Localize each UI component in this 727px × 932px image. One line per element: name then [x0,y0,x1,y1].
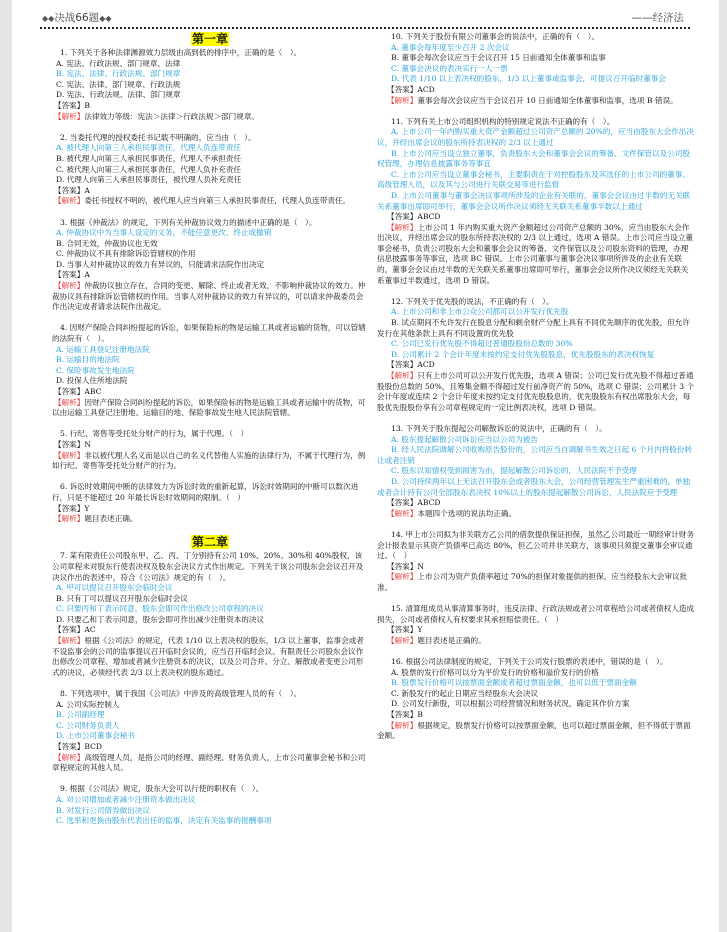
explanation-label: 【解析】 [387,572,418,582]
explanation-text: 非以被代理人名义而是以自己的名义代替他人实施的法律行为，不属于代理行为，例如行纪、寄售等受托处分财产的行为。 [52,450,366,471]
explanation [52,196,368,207]
option: C. 被代理人向第三人承担民事责任，代理人负补充责任 [56,164,242,174]
answer-line [52,186,368,197]
explanation-text: 仲裁协议独立存在，合同的变更、解除、终止或者无效，不影响仲裁协议的效力。仲裁协议具有排除诉讼管辖权的作用。当事人对仲裁协议的效力有异议的，可以请求仲裁委员会作出决定或者请求法院作出裁定。 [52,281,366,312]
answer-value: N [417,561,425,571]
question-stem: 10. 下列关于股份有限公司董事会的说法中，正确的有（ ）。 [391,32,600,41]
option-correct: B. 对发行公司债券做出决议 [56,805,150,815]
answer-label: 【答案】 [387,212,418,222]
explanation-text: 上市公司 1 年内购买重大资产金额超过公司资产总额的 30%，应当由股东大会作出决议，并经出席会议的股东所持表决权的 2/3 以上通过，选项 A 错误。上市公司应当设立董事会秘书，负责公司股东大会和董事会会议的筹备、文件保管以及公司股东资料的管理，办理信息披露事务等事宜，选项 BC 错误。上市公司董事与董事会决议事项所涉及的企业有关联的，董事会会议由过半数的无关联关系董事出席即可举行，董事会会议所作决议须经无关联关系董事过半数通过，选项 D 错误。 [377,222,693,285]
question-stem: 8. 下列选项中，属于我国《公司法》中涉及的高级管理人员的有（ ）。 [60,689,302,699]
question-block [377,117,695,287]
answer-line [52,625,368,636]
option: D. 宪法、行政法规、法律、部门规章 [56,90,181,100]
question-stem: 9. 根据《公司法》规定，股东大会可以行使的职权有（ ）。 [60,784,264,794]
explanation [52,398,368,419]
option: B. 被代理人向第三人承担民事责任，代理人不承担责任 [56,153,242,163]
option-correct: D. 上市公司董事与董事会决议事项所涉及的企业有关联的，董事会会议由过半数的无关联关系董事出席即可举行，董事会会议所作决议须经无关联关系董事半数以上通过 [377,190,691,211]
option: A. 宪法、行政法规、部门规章、法律 [56,58,181,68]
explanation [52,636,368,678]
answer-line [377,625,695,636]
answer-label: 【答案】 [387,625,418,635]
explanation-label: 【解析】 [54,111,85,121]
option-correct: C. 公司已发行优先股不得超过普通股股份总数的 30% [391,339,573,349]
option: A. 公司实际控制人 [56,699,120,709]
question-stem: 14. 甲上市公司拟为非关联方乙公司的借款提供保证担保，虽然乙公司最近一期经审计财务会计报表显示其资产负债率已高达 80%，但乙公司并非关联方，该事项只须提交董事会审议通过。（ ） [377,529,695,561]
explanation-text: 董事会每次会议应当于会议召开 10 日前通知全体董事和监事，选项 B 错误。 [417,95,678,105]
question-stem: 5. 行纪、寄售等受托处分财产的行为，属于代理。（ ） [60,429,249,439]
option-correct: C. 选举和更换由股东代表出任的监事，决定有关监事的报酬事项 [56,816,272,826]
page-header [38,6,690,26]
question-stem: 3. 根据《仲裁法》的规定，下列有关仲裁协议效力的描述中正确的是（ ）。 [60,217,317,227]
left-column [52,32,368,837]
question-block [52,551,368,678]
question-block [377,530,695,594]
question-block [52,429,368,471]
option: D. 当事人对仲裁协议的效力有异议的，只能请求法院作出决定 [56,259,265,269]
answer-label: 【答案】 [54,439,85,449]
question-block [377,604,695,646]
answer-label: 【答案】 [387,561,418,571]
explanation-label: 【解析】 [387,720,418,730]
option-correct: B. 宪法、法律、行政法规、部门规章 [56,69,181,79]
answer-value: B [84,100,90,110]
header-divider [40,27,690,29]
explanation [52,451,368,472]
question-stem: 11. 下列有关上市公司组织机构的特别规定说法不正确的有（ ）。 [391,116,615,126]
option: C. 新股发行的起止日期应当经股东大会决议 [391,688,539,698]
answer-value: ABC [84,387,102,396]
question-block [377,297,695,414]
explanation [52,753,368,774]
option: A. 股票的发行价格可以分为平价发行的价格和溢价发行的价格 [391,667,599,677]
option-correct: D. 公司持续两年以上无法召开股东会或者股东大会，公司经营管理发生严重困难的，单独或者合计持有公司全部股东表决权 10%以上的股东提起解散公司诉讼，人民法院应予受理 [377,476,691,497]
option-correct: C. 只要丙和丁表示同意，股东会即可作出修改公司章程的决议 [56,604,264,614]
answer-value: B [417,710,423,719]
question-block [52,218,368,313]
option: B. 试点期间不允许发行在股息分配和剩余财产分配上具有不同优先顺序的优先股，但允许发行在其他条款上具有不同设置的优先股 [377,318,690,338]
answer-value: ACD [417,84,435,94]
answer-line [52,270,368,281]
option-correct: B. 公司副经理 [56,710,105,720]
option-correct: A. 对公司增加或者减少注册资本做出决议 [56,794,196,804]
option-correct: D. 上市公司董事会秘书 [56,731,135,741]
answer-value: A [84,185,90,195]
answer-label: 【答案】 [54,742,85,751]
explanation-text: 只有上市公司可以公开发行优先股，选项 A 错误；公司已发行优先股不得超过普通股股份总数的 50%，且筹集金额不得超过发行前净资产的 50%，选项 C 错误；公司累计 3 个会计年度或连续 2 个会计年度未按约定支付优先股股息的，优先股股东有权出席股东大会，每股优先股股份享有公司章程规定的一定比例表决权，选项 D 错误。 [377,371,695,412]
option-correct: C. 董事会决议的表决实行一人一票 [391,63,508,73]
option-correct: B. 上市公司应当设立独立董事，负责股东大会和董事会会议的筹备、文件保管以及公司股权管理，办理信息披露事务等事宜 [377,148,690,169]
answer-line [52,742,368,753]
option-correct: D. 公司累计 2 个会计年度未按约定支付优先股股息，优先股股东的表决权恢复 [391,349,655,359]
explanation-text: 上市公司为资产负债率超过 70%的担保对象提供的担保，应当经股东大会审议批准。 [377,572,688,592]
explanation-label: 【解析】 [387,95,418,105]
explanation-label: 【解析】 [54,752,85,762]
explanation-text: 根据《公司法》的规定，代表 1/10 以上表决权的股东，1/3 以上董事，监事会或者不设监事会的公司的监事提议召开临时会议的，应当召开临时会议。有限责任公司股东会议作出修改公司章程、增加或者减少注册资本的决议，以及公司合并、分立、解散或者变更公司形式的决议，必须经代表 2/3 以上表决权的股东通过。 [52,636,364,677]
answer-label: 【答案】 [54,185,85,195]
option: B. 只有丁可以提议召开股东会临时会议 [56,593,188,603]
explanation-label: 【解析】 [387,371,418,380]
chapter-heading: 第二章 [191,535,228,550]
explanation [377,572,695,593]
answer-label: 【答案】 [54,387,85,396]
question-stem: 16. 根据公司法律制度的规定，下列关于公司发行股票的表述中，错误的是（ ）。 [391,657,668,667]
header-left [42,10,112,25]
answer-line [377,562,695,573]
explanation-label: 【解析】 [387,508,418,518]
option-correct: A. 甲可以提议召开股东会临时会议 [56,583,173,593]
answer-line [52,387,368,398]
option: D. 投保人住所地法院 [56,376,128,386]
explanation-text: 高级管理人员，是指公司的经理、副经理、财务负责人，上市公司董事会秘书和公司章程规定的其他人员。 [52,752,366,773]
answer-value: ACD [417,360,435,370]
explanation-label: 【解析】 [54,450,85,460]
header-title: 决战66题 [54,12,100,24]
option: B. 董事会每次会议应当于会议召开 15 日前通知全体董事和监事 [391,53,606,63]
question-list [377,32,695,742]
explanation [377,371,695,413]
answer-line [377,710,695,721]
header-subject: ——经济法 [631,12,684,24]
explanation-text: 题目表述是正确的。 [417,635,486,645]
explanation-text: 因财产保险合同纠纷提起的诉讼，如果保险标的物是运输工具或者运输中的货物，可以由运输工具登记注册地、运输目的地、保险事故发生地人民法院管辖。 [52,397,366,418]
option-correct: B. 运输目的地法院 [56,355,120,365]
explanation-text: 根据规定，股票发行价格可以按票面金额，也可以超过票面金额，但不得低于票面金额。 [377,720,691,741]
explanation-label: 【解析】 [54,514,85,524]
explanation [52,514,368,525]
explanation-label: 【解析】 [54,281,85,291]
option-correct: C. 股东以知情权受到损害为由，提起解散公司诉讼的，人民法院不予受理 [391,466,637,476]
explanation-label: 【解析】 [387,222,418,232]
answer-value: N [84,439,92,449]
answer-label: 【答案】 [387,84,418,94]
question-block [377,32,695,106]
question-block [52,133,368,207]
question-stem: 13. 下列关于股东提起公司解散诉讼的说法中，正确的有（ ）。 [391,423,607,433]
explanation [377,223,695,287]
answer-label: 【答案】 [387,710,418,719]
answer-value: AC [84,625,96,635]
option-correct: A. 上市公司一年内购买重大资产金额超过公司资产总额的 20%的，应当由股东大会作出决议，并经出席会议的股东所持表决权的 2/3 以上通过 [377,127,694,147]
option-correct: A. 上市公司和非上市公众公司都可以公开发行优先股 [391,307,569,317]
explanation-label: 【解析】 [54,636,85,646]
answer-line [377,85,695,96]
option-correct: C. 保险事故发生地法院 [56,365,135,375]
document-page [12,0,719,932]
question-block [52,482,368,524]
answer-value: Y [84,503,90,513]
question-block [377,657,695,742]
answer-line [377,498,695,509]
explanation [377,509,695,520]
answer-line [377,212,695,223]
option-correct: A. 运输工具登记注册地法院 [56,344,150,354]
answer-value: Y [417,625,423,635]
answer-label: 【答案】 [54,270,85,280]
option-correct: B. 经人民法院调解公司收购原告股份的，公司应当自调解书生效之日起 6 个月内将股份转让或者注销 [377,445,693,465]
explanation-text: 题目表述正确。 [84,514,138,524]
option-correct: B. 股票发行价格可以按票面金额或者超过票面金额，也可以低于票面金额 [391,678,637,688]
answer-line [52,101,368,112]
diamond-icon: ◆◆ [42,14,55,23]
option-correct: C. 上市公司应当设立董事会秘书，主要职责在于对控股股东及其选任的上市公司的董事、高级管理人员，以及其与公司进行关联交易等进行监督 [377,169,690,190]
option: C. 仲裁协议不具有排除诉讼管辖权的作用 [56,249,196,259]
option-correct: D. 代表 1/10 以上表决权的股东，1/3 以上董事或监事会，可提议召开临时董事会 [391,74,666,84]
option-correct: A. 仲裁协议中为当事人设定的义务，不能任意更改、终止或撤销 [56,228,272,238]
explanation [377,96,695,107]
explanation-text: 委托书授权不明的，被代理人应当向第三人承担民事责任，代理人负连带责任。 [84,196,351,206]
answer-line [52,504,368,515]
option: D. 只要乙和丁表示同意，股东会即可作出减少注册资本的决议 [56,614,265,624]
question-stem: 12. 下列关于优先股的说法，不正确的有（ ）。 [391,296,554,306]
question-block [52,323,368,418]
answer-value: ABCD [417,498,441,508]
option-correct: A. 被代理人向第三人承担民事责任，代理人负连带责任 [56,143,241,153]
question-list [52,48,368,525]
right-column [377,32,695,752]
answer-label: 【答案】 [54,100,85,110]
explanation-label: 【解析】 [387,635,418,645]
option-correct: A. 董事会每年度至少召开 2 次会议 [391,42,510,52]
diamond-icon: ◆◆ [99,14,112,23]
answer-label: 【答案】 [54,625,85,635]
answer-value: BCD [84,742,102,751]
explanation [377,636,695,647]
question-stem: 7. 某有限责任公司股东甲、乙、丙、丁分别持有公司 10%、20%、30%和 40%股权，该公司章程未对股东行使表决权及股东会决议方式作出规定。下列关于该公司股东会会议召开及决议作出的表述中，符合《公司法》规定的有（ ）。 [52,551,364,582]
question-stem: 15. 清算组成员从事清算事务时，违反法律、行政法规或者公司章程给公司或者债权人造成损失，公司或者债权人有权要求其承担赔偿责任。（ ） [377,604,695,624]
answer-label: 【答案】 [54,503,85,513]
option: B. 合同无效，仲裁协议也无效 [56,238,158,248]
answer-line [52,440,368,451]
answer-line [377,360,695,371]
question-stem: 6. 诉讼时效期间中断的法律效力为诉讼时效的重新起算，诉讼时效期间的中断可以数次进行，只是不能超过 20 年最长诉讼时效期间的限制。（ ） [52,482,359,502]
explanation [377,721,695,742]
question-stem: 2. 当委托代理的授权委托书记载不明确的，应当由（ ）。 [60,132,256,142]
option-correct: C. 公司财务负责人 [56,720,120,730]
question-block [52,689,368,774]
answer-label: 【答案】 [387,498,418,508]
answer-value: ABCD [417,212,441,222]
explanation-text: 法律效力等级：宪法＞法律＞行政法规＞部门规章。 [84,111,260,121]
option-correct: A. 股东提起解散公司诉讼应当以公司为被告 [391,434,538,444]
question-stem: 4. 因财产保险合同纠纷提起的诉讼，如果保险标的物是运输工具或者运输的货物，可以管辖的法院有（ ）。 [52,323,366,344]
option: D. 公司发行新股，可以根据公司经营情况和财务状况，确定其作价方案 [391,699,630,709]
explanation [52,112,368,123]
question-block [52,48,368,122]
explanation [52,281,368,313]
question-block [52,784,368,826]
answer-value: A [84,270,90,280]
question-stem: 1. 下列关于各种法律渊源效力层级由高到低的排序中，正确的是（ ）。 [60,48,302,57]
explanation-text: 本题四个选项的说法均正确。 [417,508,517,518]
option: C. 宪法、法律、部门规章、行政法规 [56,79,181,89]
explanation-label: 【解析】 [54,196,85,206]
answer-label: 【答案】 [387,360,418,370]
question-block [377,424,695,519]
chapter-heading: 第一章 [191,32,228,46]
option: D. 代理人向第三人承担民事责任，被代理人负补充责任 [56,175,242,185]
explanation-label: 【解析】 [54,397,85,407]
question-list [52,551,368,826]
